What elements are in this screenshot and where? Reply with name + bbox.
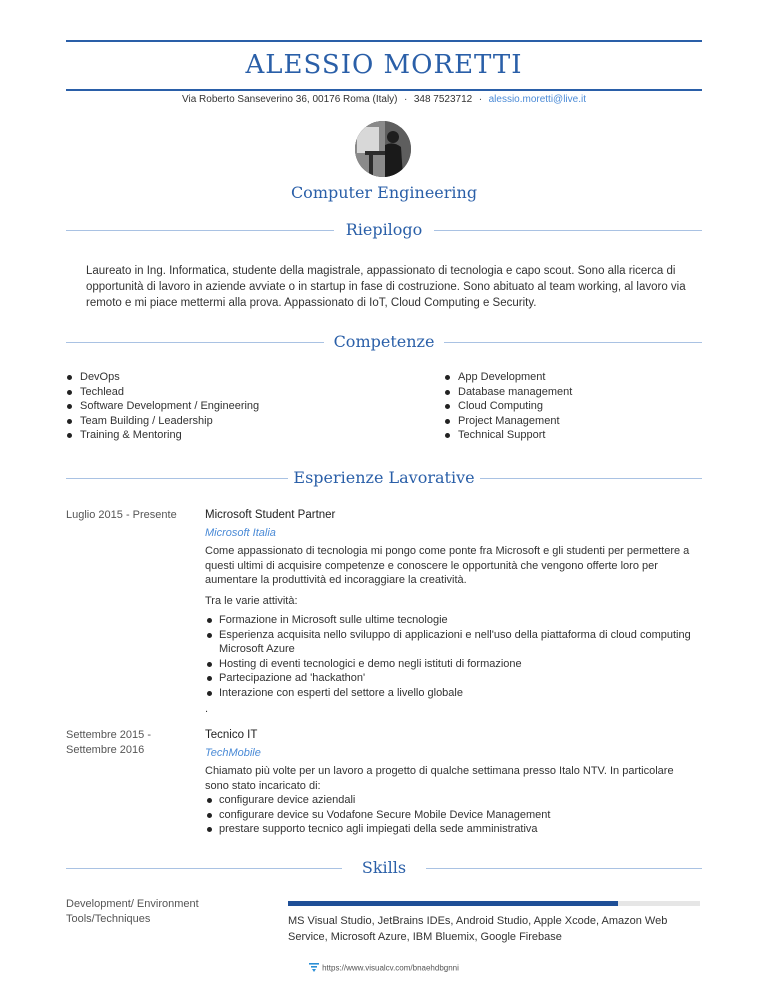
divider-line bbox=[426, 868, 702, 869]
job-description: Chiamato più volte per un lavoro a progetto di qualche settimana presso Italo NTV. In particolare sono stato incaricato di: bbox=[205, 765, 674, 792]
list-item: Database management bbox=[442, 385, 572, 400]
section-title: Riepilogo bbox=[345, 220, 423, 239]
phone: 348 7523712 bbox=[413, 94, 473, 105]
list-item: Interazione con esperti del settore a livello globale bbox=[205, 686, 700, 701]
job-description: Come appassionato di tecnologia mi pongo come ponte fra Microsoft e gli studenti per permettere a questi ultimi di acquisire competenze e conoscere le opportunità che vengono offerte loro per aumentare la produttività ed incoraggiare la creatività. bbox=[205, 545, 690, 586]
section-summary-header bbox=[66, 220, 702, 240]
trailing-period: . bbox=[205, 703, 209, 715]
list-item: Technical Support bbox=[442, 428, 572, 443]
job-dates: Settembre 2015 - Settembre 2016 bbox=[66, 729, 151, 756]
list-item: App Development bbox=[442, 370, 572, 385]
skill-details: MS Visual Studio, JetBrains IDEs, Android Studio, Apple Xcode, Amazon Web Service, Microsoft Azure, IBM Bluemix, Google Firebase bbox=[288, 915, 668, 943]
candidate-name: ALESSIO MORETTI bbox=[245, 50, 523, 80]
list-item: Cloud Computing bbox=[442, 399, 572, 414]
list-item: Formazione in Microsoft sulle ultime tecnologie bbox=[205, 613, 700, 628]
skill-category: Development/ Environment Tools/Techniques bbox=[66, 898, 199, 925]
list-item: configurare device su Vodafone Secure Mobile Device Management bbox=[205, 808, 700, 823]
footer-url-link[interactable]: https://www.visualcv.com/bnaehdbgnni bbox=[322, 963, 459, 973]
divider-line bbox=[480, 478, 702, 479]
job-tasks-list bbox=[205, 793, 700, 837]
job-subheading: Tra le varie attività: bbox=[205, 594, 298, 607]
list-item: Partecipazione ad 'hackathon' bbox=[205, 671, 700, 686]
list-item: Esperienza acquisita nello sviluppo di applicazioni e nell'uso della piattaforma di cloud computing Microsoft Azure bbox=[205, 628, 700, 657]
skill-level-fill bbox=[288, 901, 618, 906]
profile-photo bbox=[355, 121, 411, 177]
list-item: Team Building / Leadership bbox=[64, 414, 259, 429]
contact-line bbox=[0, 94, 768, 105]
professional-title: Computer Engineering bbox=[290, 183, 478, 202]
divider-line bbox=[444, 342, 702, 343]
summary-text: Laureato in Ing. Informatica, studente della magistrale, appassionato di tecnologia e capo scout. Sono alla ricerca di opportunità di lavoro in aziende avviate o in startup in fase di costruzione. Sono abituato al team working, al lavoro via remoto e mi piace mettermi alla prova. Appassionato di IoT, Cloud Computing e Security. bbox=[86, 265, 686, 309]
list-item: prestare supporto tecnico agli impiegati della sede amministrativa bbox=[205, 822, 700, 837]
list-item: Techlead bbox=[64, 385, 259, 400]
section-competenze-header bbox=[66, 332, 702, 352]
job-entry bbox=[205, 728, 700, 837]
list-item: DevOps bbox=[64, 370, 259, 385]
section-title: Esperienze Lavorative bbox=[293, 468, 475, 487]
name-rule bbox=[66, 89, 702, 91]
list-item: Project Management bbox=[442, 414, 572, 429]
list-item: Training & Mentoring bbox=[64, 428, 259, 443]
job-company: TechMobile bbox=[205, 747, 261, 759]
competenze-list-left bbox=[64, 370, 259, 443]
competenze-list-right bbox=[442, 370, 572, 443]
job-dates: Luglio 2015 - Presente bbox=[66, 509, 177, 521]
email-link[interactable]: alessio.moretti@live.it bbox=[488, 94, 586, 105]
skill-level-bar bbox=[288, 901, 700, 906]
job-role: Tecnico IT bbox=[205, 729, 258, 741]
section-experience-header bbox=[66, 468, 702, 488]
contact-separator: ∙ bbox=[479, 94, 482, 105]
contact-separator: ∙ bbox=[404, 94, 408, 105]
job-company: Microsoft Italia bbox=[205, 527, 276, 539]
list-item: Software Development / Engineering bbox=[64, 399, 259, 414]
footer bbox=[0, 963, 768, 974]
section-title: Skills bbox=[361, 858, 407, 877]
address: Via Roberto Sanseverino 36, 00176 Roma (Italy) bbox=[182, 94, 398, 105]
divider-line bbox=[434, 230, 702, 231]
section-title: Competenze bbox=[333, 332, 435, 351]
job-entry bbox=[205, 508, 700, 715]
list-item: Hosting di eventi tecnologici e demo negli istituti di formazione bbox=[205, 657, 700, 672]
visualcv-logo-icon bbox=[309, 963, 319, 974]
job-role: Microsoft Student Partner bbox=[205, 509, 336, 521]
list-item: configurare device aziendali bbox=[205, 793, 700, 808]
section-skills-header bbox=[66, 858, 702, 878]
top-rule bbox=[66, 40, 702, 42]
job-activities-list bbox=[205, 613, 700, 700]
